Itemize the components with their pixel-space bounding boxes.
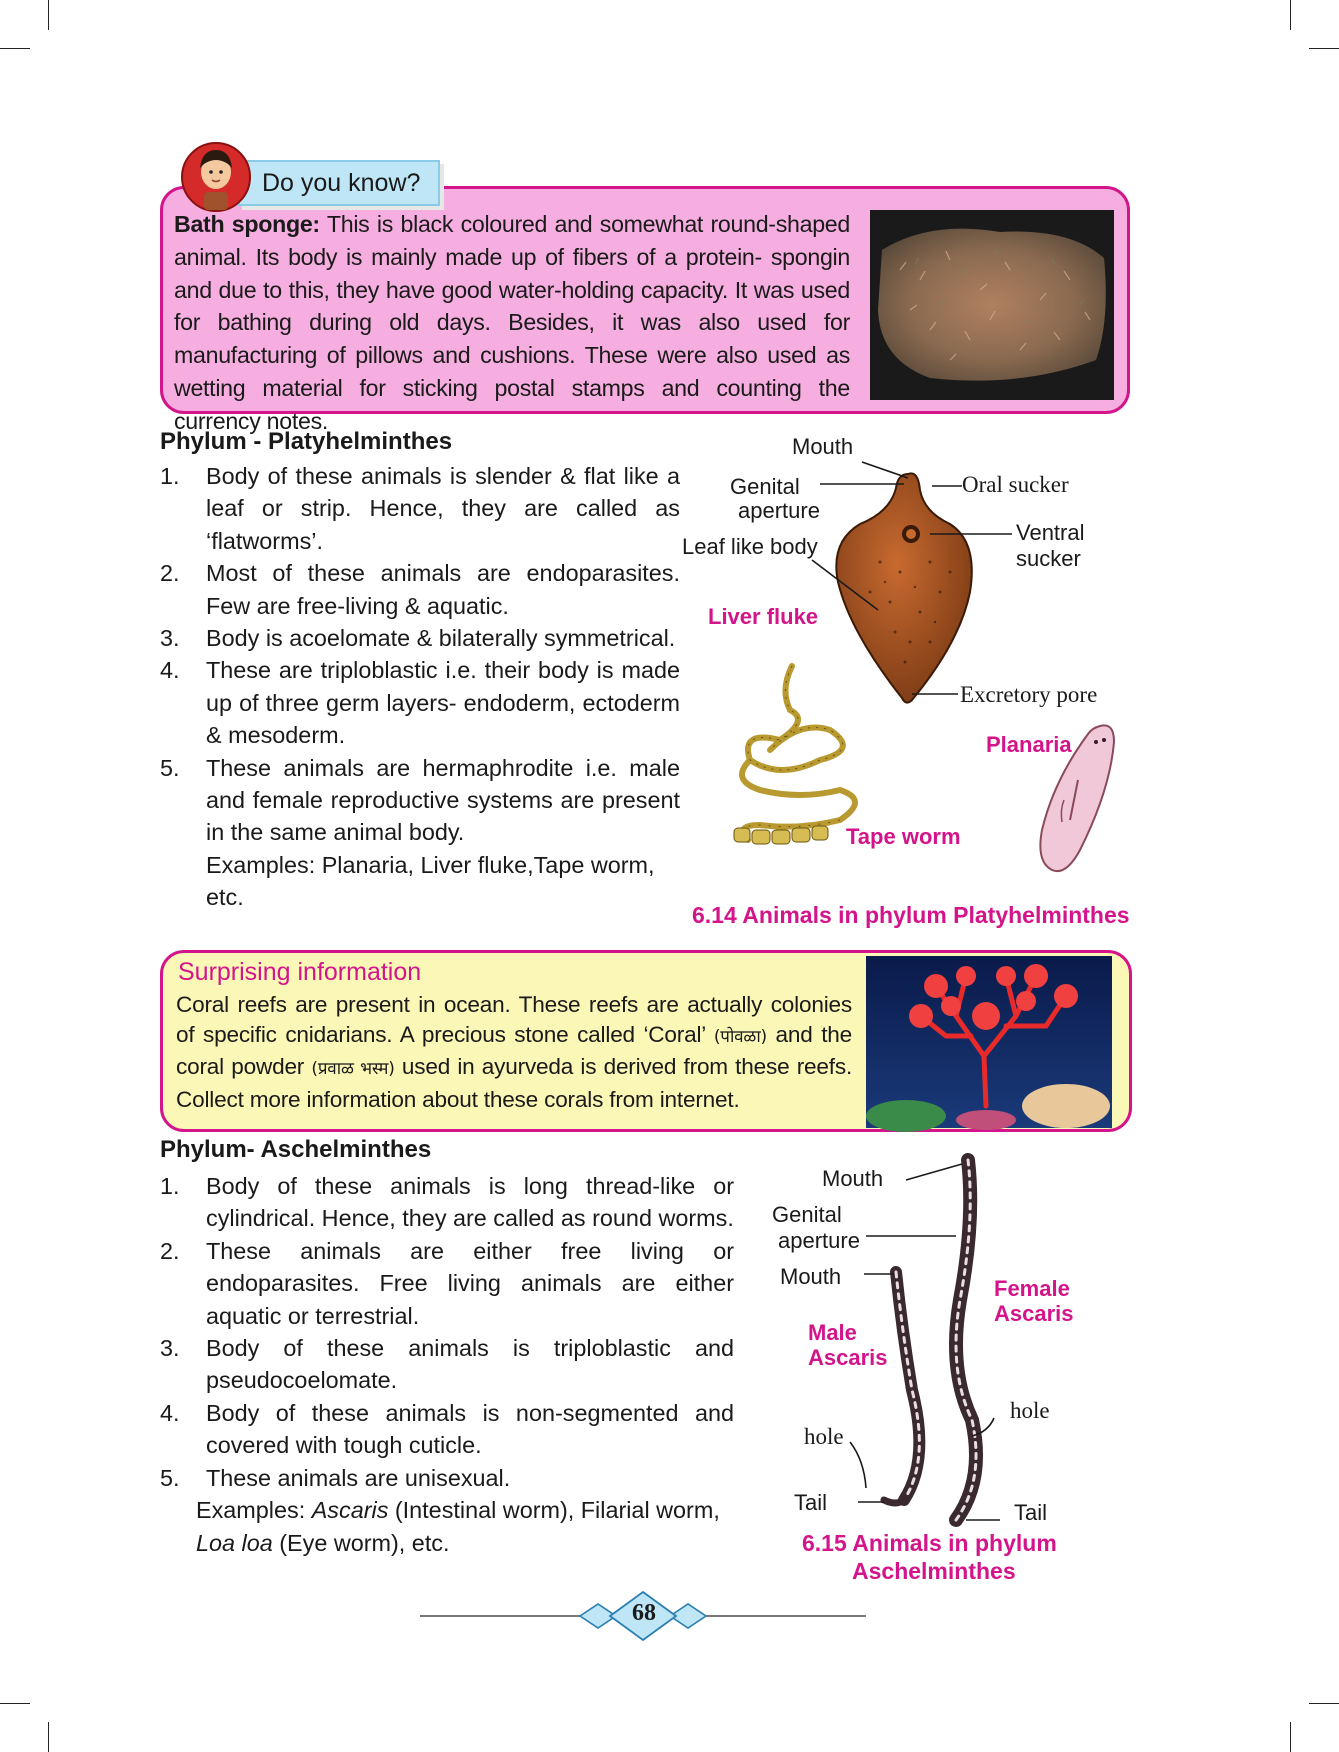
label-genital: Genital	[772, 1202, 842, 1227]
label-genital: Genital	[730, 474, 800, 499]
label-mouth-male: Mouth	[780, 1264, 842, 1289]
item-text: Body is acoelomate & bilaterally symmetrical.	[206, 625, 676, 652]
bath-sponge-text: This is black coloured and somewhat round-shaped animal. Its body is mainly made up of fibers of a protein- spongin and due to this, they have good water-holding capacity. It was used for bathing during old days. Besides, it was also used for manufacturing of pillows and cushions. These were also used as wetting material for sticking postal stamps and counting the currency notes.	[174, 211, 850, 434]
surprising-information-title: Surprising information	[178, 958, 422, 986]
figure-615-caption-line2: Aschelminthes	[852, 1558, 1016, 1584]
surprise-text-part: and the coral powder	[176, 1021, 853, 1079]
bath-sponge-label: Bath sponge:	[174, 211, 320, 237]
label-tail-female: Tail	[1014, 1500, 1048, 1525]
label-tail-male: Tail	[794, 1490, 828, 1515]
aschelminthes-heading: Phylum- Aschelminthes	[160, 1136, 432, 1163]
surprise-text-part: used in ayurveda is derived from these reefs. Collect more information about these corals from internet.	[176, 1054, 853, 1112]
label-male-ascaris	[808, 1320, 888, 1370]
label-tape-worm: Tape worm	[846, 824, 961, 849]
surprise-text-part: Coral reefs are present in ocean. These reefs are actually colonies of specific cnidarians. A precious stone called ‘Coral’	[176, 992, 852, 1047]
label-female-ascaris	[994, 1276, 1074, 1326]
marathi-term: (प्रवाळ भस्म)	[311, 1059, 395, 1079]
label-leaf-like-body: Leaf like body	[682, 534, 818, 559]
item-text: Body of these animals is slender & flat like a leaf or strip. Hence, they are called as ‘flatworms’.	[206, 463, 680, 554]
examples-prefix: Examples:	[196, 1497, 306, 1524]
figure-615-caption-line1: 6.15 Animals in phylum	[802, 1530, 1057, 1556]
label-ascaris: Ascaris	[808, 1345, 888, 1370]
example-desc: (Intestinal worm), Filarial worm,	[394, 1497, 720, 1524]
item-number: 1.	[160, 1173, 180, 1199]
label-hole-male: hole	[804, 1424, 844, 1449]
item-number: 1.	[160, 463, 180, 489]
example-ascaris: Ascaris	[311, 1497, 389, 1524]
label-excretory-pore: Excretory pore	[960, 682, 1098, 707]
label-sucker: sucker	[1016, 546, 1081, 571]
label-aperture: aperture	[778, 1228, 860, 1253]
label-planaria: Planaria	[986, 732, 1072, 757]
label-mouth: Mouth	[792, 434, 854, 459]
label-mouth-female: Mouth	[822, 1166, 884, 1191]
item-number: 5.	[160, 754, 180, 781]
item-number: 4.	[160, 1399, 180, 1426]
item-text: These animals are either free living or endoparasites. Free living animals are either aquatic or terrestrial.	[206, 1237, 734, 1329]
label-oral-sucker: Oral sucker	[962, 472, 1069, 497]
page-number: 68	[632, 1600, 656, 1626]
item-number: 2.	[160, 560, 180, 587]
label-aperture: aperture	[738, 498, 820, 523]
item-text: Most of these animals are endoparasites. Few are free-living & aquatic.	[206, 560, 680, 619]
label-ascaris: Ascaris	[994, 1301, 1074, 1326]
label-ventral: Ventral	[1016, 520, 1085, 545]
item-number: 3.	[160, 1335, 180, 1362]
platyhelminthes-examples: Examples: Planaria, Liver fluke,Tape worm, etc.	[206, 851, 655, 911]
item-number: 5.	[160, 1464, 180, 1491]
marathi-term: (पोवळा)	[713, 1026, 767, 1047]
item-text: These animals are hermaphrodite i.e. male and female reproductive systems are present in the same animal body.	[206, 754, 680, 846]
label-female: Female	[994, 1276, 1070, 1301]
item-number: 4.	[160, 657, 180, 684]
item-text: These are triploblastic i.e. their body is made up of three germ layers- endoderm, ectoderm & mesoderm.	[206, 657, 680, 749]
figure-614-caption: 6.14 Animals in phylum Platyhelminthes	[692, 902, 1130, 928]
item-text: These animals are unisexual.	[206, 1464, 511, 1491]
example-desc: (Eye worm), etc.	[279, 1529, 450, 1556]
item-text: Body of these animals is non-segmented and covered with tough cuticle.	[206, 1399, 734, 1459]
label-male: Male	[808, 1320, 857, 1345]
item-number: 3.	[160, 625, 180, 652]
item-number: 2.	[160, 1237, 180, 1264]
item-text: Body of these animals is long thread-like or cylindrical. Hence, they are called as round worms.	[206, 1173, 734, 1232]
platyhelminthes-heading: Phylum - Platyhelminthes	[160, 428, 453, 455]
label-liver-fluke: Liver fluke	[708, 604, 819, 629]
label-hole-female: hole	[1010, 1398, 1050, 1423]
example-loa-loa: Loa loa	[196, 1529, 273, 1556]
item-text: Body of these animals is triploblastic and pseudocoelomate.	[206, 1335, 734, 1394]
do-you-know-title: Do you know?	[238, 160, 440, 206]
